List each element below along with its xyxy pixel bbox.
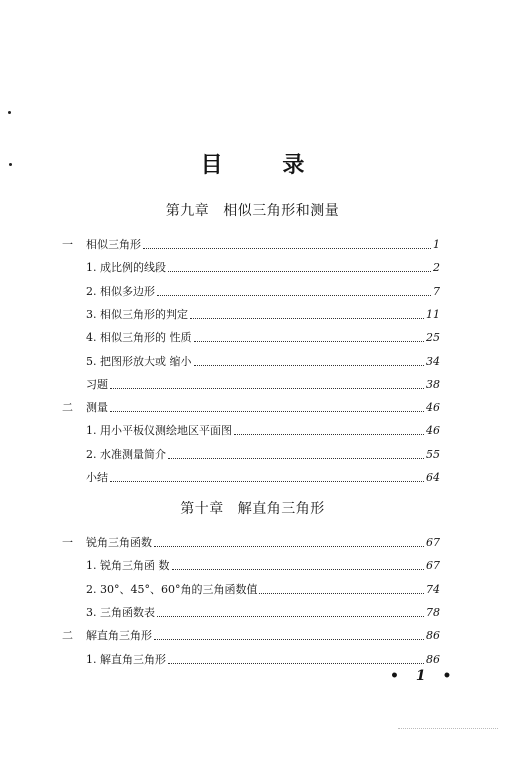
chapter-heading [0,498,505,518]
toc-entry[interactable] [62,349,440,369]
entry-page-number: 2 [433,261,440,275]
entry-title: 2. 相似多边形 [86,284,155,298]
entry-page-number: 46 [426,424,440,438]
toc-entry[interactable] [62,553,440,573]
chapter-title: 相似三角形和测量 [223,203,340,219]
entry-title: 5. 把图形放大或 缩小 [86,354,192,368]
toc-entry[interactable] [62,372,440,392]
toc-entry[interactable] [62,530,440,550]
dot-leader [172,569,425,570]
entry-title: 解直角三角形 [86,629,152,643]
page-number: • 1 • [390,668,458,684]
chapter-title: 解直角三角形 [237,501,325,517]
toc-entry[interactable] [62,465,440,485]
entry-title: 3. 相似三角形的判定 [86,307,188,321]
entry-page-number: 78 [426,605,440,619]
dot-leader [190,318,424,319]
entry-title: 1. 成比例的线段 [86,261,166,275]
dot-leader [110,388,424,389]
toc-entry[interactable] [62,232,440,252]
section-marker: 二 [62,401,73,415]
entry-page-number: 74 [426,582,440,596]
toc-entry[interactable] [62,418,440,438]
dot-leader [194,365,425,366]
entry-title: 3. 三角函数表 [86,605,155,619]
dot-leader [259,593,424,594]
section-marker: 一 [62,536,73,549]
entry-title: 2. 30°、45°、60°角的三角函数值 [86,582,258,596]
entry-title: 2. 水准测量简介 [86,447,166,461]
dot-leader [110,481,424,482]
dot-leader [168,458,424,459]
entry-page-number: 55 [426,447,440,461]
entry-title: 锐角三角函数 [86,536,152,549]
entry-page-number: 1 [433,238,440,251]
toc-entry[interactable] [62,600,440,620]
toc-entry[interactable] [62,623,440,643]
toc-entry[interactable] [62,302,440,322]
dot-leader [143,248,431,249]
entry-title: 习题 [86,377,108,391]
toc-entry[interactable] [62,325,440,345]
entry-page-number: 11 [426,307,440,321]
entry-page-number: 34 [426,354,440,368]
dot-leader [168,271,431,272]
entry-page-number: 46 [426,401,440,415]
entry-page-number: 67 [426,536,440,549]
entry-title: 小结 [86,471,108,484]
chapter-heading [0,200,505,220]
entry-title: 4. 相似三角形的 性质 [86,331,192,345]
toc-entry[interactable] [62,577,440,597]
dot-leader [168,663,424,664]
scan-artifact [398,724,498,729]
toc-entry[interactable] [62,395,440,415]
entry-page-number: 86 [426,652,440,666]
entry-title: 1. 用小平板仪测绘地区平面图 [86,424,232,438]
entry-page-number: 25 [426,331,440,345]
entry-title: 1. 解直角三角形 [86,652,166,666]
dot-leader [157,616,424,617]
entry-title: 相似三角形 [86,238,141,251]
entry-page-number: 86 [426,629,440,643]
dot-leader [110,411,424,412]
section-marker: 二 [62,629,73,643]
toc-entry[interactable] [62,647,440,667]
dot-leader [194,341,425,342]
scan-speck [8,111,11,114]
entry-page-number: 67 [426,559,440,573]
dot-leader [154,546,424,547]
toc-heading: 目 录 [200,153,331,178]
toc-entry[interactable] [62,279,440,299]
entry-page-number: 38 [426,377,440,391]
toc-entry[interactable] [62,255,440,275]
entry-page-number: 64 [426,471,440,484]
chapter-number: 第九章 [165,203,210,219]
toc-entry[interactable] [62,442,440,462]
dot-leader [154,639,424,640]
entry-title: 1. 锐角三角函 数 [86,559,170,573]
entry-title: 测量 [86,401,108,415]
entry-page-number: 7 [433,284,440,298]
chapter-number: 第十章 [180,501,224,517]
dot-leader [234,434,424,435]
dot-leader [157,295,431,296]
section-marker: 一 [62,238,73,251]
